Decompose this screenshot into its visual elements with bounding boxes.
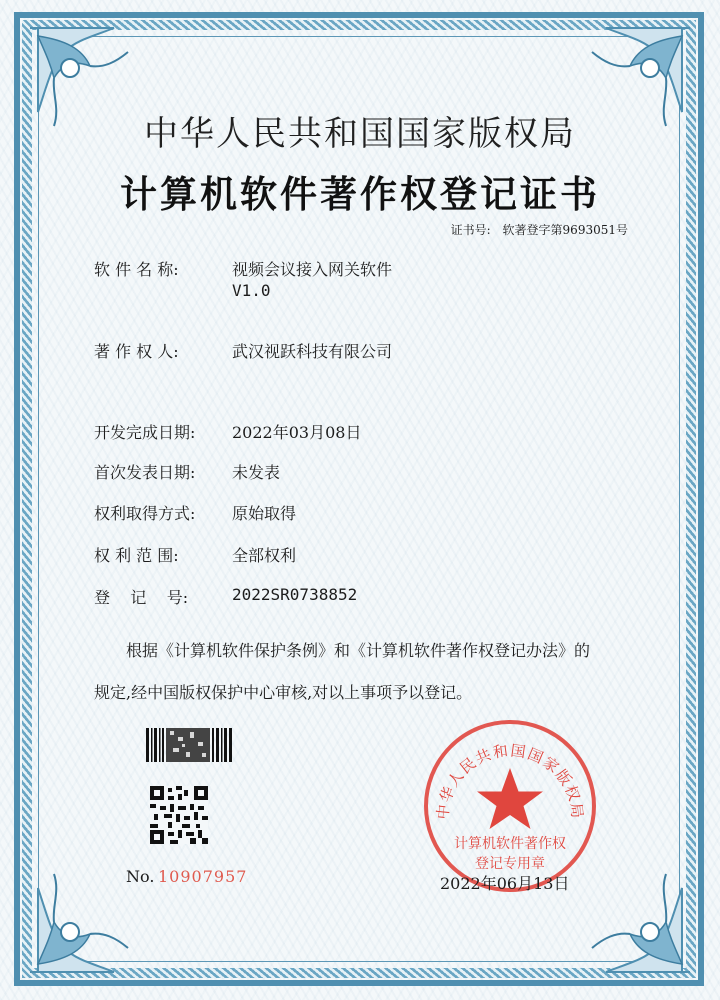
software-version-value: V1.0	[232, 281, 271, 300]
certificate-title: 计算机软件著作权登记证书	[120, 172, 600, 216]
acquisition-method-value: 原始取得	[232, 504, 297, 523]
seal-inner-line-1: 计算机软件著作权	[454, 836, 566, 852]
issue-date: 2022年06月13日	[440, 874, 570, 893]
certificate-number-label: 证书号:	[450, 223, 491, 237]
statement-line-1: 根据《计算机软件保护条例》和《计算机软件著作权登记办法》的	[126, 641, 591, 660]
registration-number-value: 2022SR0738852	[232, 585, 358, 604]
rights-scope-label: 权 利 范 围:	[94, 546, 179, 565]
official-seal	[422, 718, 598, 894]
copyright-owner-value: 武汉视跃科技有限公司	[232, 342, 393, 361]
serial-label: No.	[126, 867, 155, 886]
statement-line-2: 规定,经中国版权保护中心审核,对以上事项予以登记。	[94, 683, 473, 702]
seal-inner-line-2: 登记专用章	[475, 856, 545, 872]
serial-number: 10907957	[158, 867, 248, 886]
software-name-value: 视频会议接入网关软件	[232, 260, 393, 279]
seal-outer-text: 中华人民共和国国家版权局	[433, 741, 587, 821]
seal-star-icon	[477, 768, 543, 829]
qr-code-icon	[150, 786, 208, 844]
rights-scope-value: 全部权利	[232, 546, 297, 565]
barcode-icon	[146, 728, 232, 762]
first-publication-label: 首次发表日期:	[94, 463, 196, 482]
registration-number-label: 登 记 号:	[94, 588, 189, 607]
acquisition-method-label: 权利取得方式:	[94, 504, 196, 523]
first-publication-value: 未发表	[232, 463, 281, 482]
software-name-label: 软 件 名 称:	[94, 260, 179, 279]
certificate-number-value: 软著登字第9693051号	[502, 223, 628, 237]
copyright-owner-label: 著 作 权 人:	[94, 342, 179, 361]
completion-date-label: 开发完成日期:	[94, 423, 196, 442]
certificate-number	[451, 221, 628, 238]
issuing-authority: 中华人民共和国国家版权局	[144, 114, 576, 154]
completion-date-value: 2022年03月08日	[232, 423, 362, 442]
